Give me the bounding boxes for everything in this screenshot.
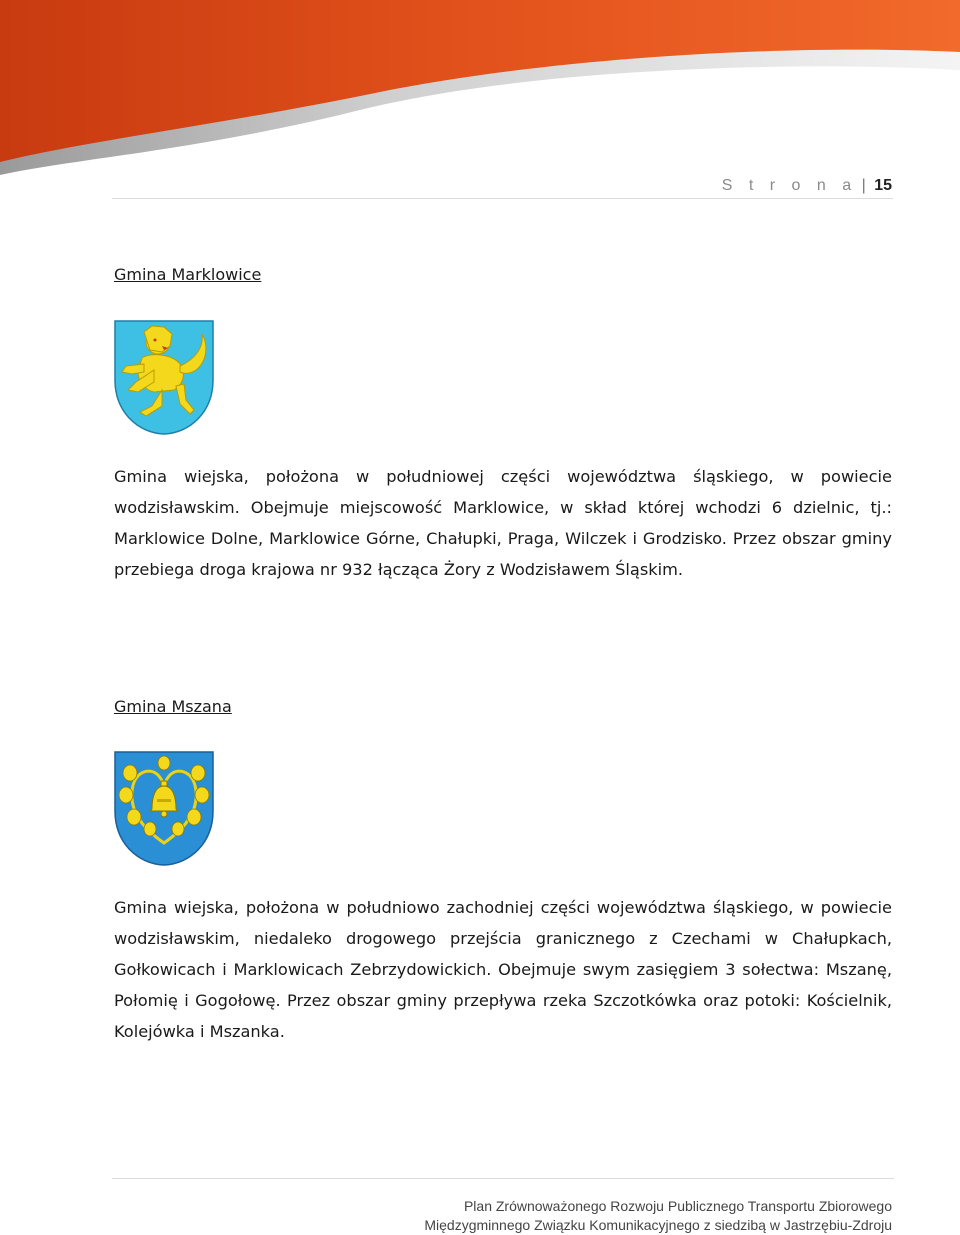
header-wave-decoration xyxy=(0,0,960,180)
footer xyxy=(424,1197,892,1235)
footer-divider xyxy=(112,1178,894,1179)
section-title-marklowice: Gmina Marklowice xyxy=(114,265,262,284)
section-text-marklowice: Gmina wiejska, położona w południowej części województwa śląskiego, w powiecie wodzisławskim. Obejmuje miejscowość Marklowice, w skład której wchodzi 6 dzielnic, tj.: Marklowice Dolne, Marklowice Górne, Chałupki, Praga, Wilczek i Grodzisko. Przez obszar gminy przebiega droga krajowa nr 932 łącząca Żory z Wodzisławem Śląskim. xyxy=(114,467,892,579)
footer-line-1: Plan Zrównoważonego Rozwoju Publicznego Transportu Zbiorowego xyxy=(463,1198,892,1214)
page-separator: | xyxy=(861,177,866,194)
footer-line-2: Międzygminnego Związku Komunikacyjnego z siedzibą w Jastrzębiu-Zdroju xyxy=(424,1217,892,1233)
page-label: S t r o n a xyxy=(721,177,858,194)
header-divider xyxy=(112,198,893,199)
section-title-mszana: Gmina Mszana xyxy=(114,697,232,716)
section-text-mszana: Gmina wiejska, położona w południowo zachodniej części województwa śląskiego, w powiecie wodzisławskim, niedaleko drogowego przejścia granicznego z Czechami w Chałupkach, Gołkowicach i Marklowicach Zebrzydowickich. Obejmuje swym zasięgiem 3 sołectwa: Mszanę, Połomię i Gogołowę. Przez obszar gminy przepływa rzeka Szczotkówka oraz potoki: Kościelnik, Kolejówka i Mszanka. xyxy=(114,898,892,1041)
page-number-value: 15 xyxy=(874,177,892,194)
coat-of-arms-mszana-icon xyxy=(114,751,214,866)
coat-of-arms-marklowice-icon xyxy=(114,320,214,435)
page-number xyxy=(722,177,892,195)
